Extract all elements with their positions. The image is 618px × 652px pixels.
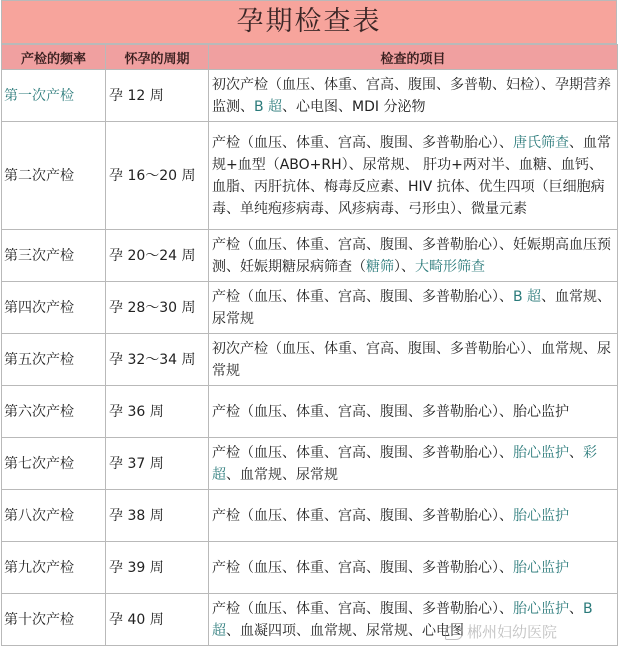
items-cell <box>209 122 618 230</box>
exam-link[interactable]: 大畸形筛查 <box>415 258 485 275</box>
frequency-cell: 第五次产检 <box>2 334 106 386</box>
frequency-cell: 第二次产检 <box>2 122 106 230</box>
period-cell: 孕 39 周 <box>106 542 209 594</box>
items-cell <box>209 334 618 386</box>
period-cell: 孕 38 周 <box>106 490 209 542</box>
exam-text: 、血常规、尿常规 <box>212 288 612 327</box>
table-row <box>2 490 618 542</box>
frequency-cell: 第七次产检 <box>2 438 106 490</box>
exam-link[interactable]: 彩超 <box>212 444 597 483</box>
table-row <box>2 594 618 646</box>
header-period: 怀孕的周期 <box>106 45 209 70</box>
table-row <box>2 386 618 438</box>
exam-text: 初次产检（血压、体重、宫高、腹围、多普勒胎心）、血常规、尿常规 <box>212 340 611 379</box>
items-cell <box>209 438 618 490</box>
exam-link[interactable]: B 超 <box>254 98 283 115</box>
exam-schedule <box>1 0 617 646</box>
watermark-text: 郴州妇幼医院 <box>466 623 557 641</box>
exam-link[interactable]: 胎心监护 <box>513 559 569 576</box>
exam-text: 、心电图、MDI 分泌物 <box>282 98 426 115</box>
table-row <box>2 542 618 594</box>
exam-text: 产检（血压、体重、宫高、腹围、多普勒胎心）、 <box>212 134 513 151</box>
frequency-cell[interactable]: 第一次产检 <box>2 70 106 122</box>
table-body <box>2 70 618 646</box>
exam-text: 、 <box>569 600 583 617</box>
exam-text: 产检（血压、体重、宫高、腹围、多普勒胎心）、 <box>212 559 513 576</box>
exam-text: 、血常规+血型（ABO+RH）、尿常规、 肝功+两对半、血糖、血钙、血脂、丙肝抗体、梅毒反应素、HIV 抗体、优生四项（巨细胞病毒、单纯疱疹病毒、风疹病毒、弓形虫）、微量元素 <box>212 134 611 217</box>
period-cell: 孕 12 周 <box>106 70 209 122</box>
page-title: 孕期检查表 <box>1 0 617 44</box>
table-row <box>2 122 618 230</box>
exam-text: 产检（血压、体重、宫高、腹围、多普勒胎心）、 <box>212 600 513 617</box>
table-row <box>2 334 618 386</box>
exam-link[interactable]: 唐氏筛查 <box>513 134 569 151</box>
exam-text: 产检（血压、体重、宫高、腹围、多普勒胎心）、妊娠期高血压预测、妊娠期糖尿病筛查（ <box>212 236 611 275</box>
period-cell: 孕 40 周 <box>106 594 209 646</box>
exam-link[interactable]: B 超 <box>513 288 542 305</box>
exam-link[interactable]: 胎心监护 <box>513 507 569 524</box>
header-frequency: 产检的频率 <box>2 45 106 70</box>
table-row <box>2 230 618 282</box>
items-cell <box>209 490 618 542</box>
exam-link[interactable]: 胎心监护 <box>513 444 569 461</box>
table-row <box>2 438 618 490</box>
exam-text: ）、 <box>394 258 415 275</box>
items-cell <box>209 230 618 282</box>
exam-text: 初次产检（血压、体重、宫高、腹围、多普勒、妇检）、孕期营养监测、 <box>212 76 611 115</box>
table-row <box>2 282 618 334</box>
period-cell: 孕 37 周 <box>106 438 209 490</box>
header-items: 检查的项目 <box>209 45 618 70</box>
period-cell: 孕 32～34 周 <box>106 334 209 386</box>
period-cell: 孕 20～24 周 <box>106 230 209 282</box>
frequency-cell: 第九次产检 <box>2 542 106 594</box>
period-cell: 孕 36 周 <box>106 386 209 438</box>
frequency-cell: 第三次产检 <box>2 230 106 282</box>
exam-text: 产检（血压、体重、宫高、腹围、多普勒胎心）、 <box>212 507 513 524</box>
exam-text: 产检（血压、体重、宫高、腹围、多普勒胎心）、胎心监护 <box>212 403 569 420</box>
items-cell <box>209 542 618 594</box>
table-header-row <box>2 45 618 70</box>
period-cell: 孕 28～30 周 <box>106 282 209 334</box>
exam-text: 产检（血压、体重、宫高、腹围、多普勒胎心）、 <box>212 288 513 305</box>
exam-table <box>1 44 618 646</box>
items-cell <box>209 386 618 438</box>
frequency-cell: 第十次产检 <box>2 594 106 646</box>
exam-text: 、血凝四项、血常规、尿常规、心电图 <box>226 622 464 639</box>
period-cell: 孕 16～20 周 <box>106 122 209 230</box>
exam-link[interactable]: 胎心监护 <box>513 600 569 617</box>
items-cell <box>209 282 618 334</box>
table-row <box>2 70 618 122</box>
frequency-cell: 第四次产检 <box>2 282 106 334</box>
exam-text: 、 <box>569 444 583 461</box>
exam-text: 、血常规、尿常规 <box>226 466 338 483</box>
items-cell <box>209 594 618 646</box>
frequency-cell: 第八次产检 <box>2 490 106 542</box>
exam-text: 产检（血压、体重、宫高、腹围、多普勒胎心）、 <box>212 444 513 461</box>
exam-link[interactable]: B 超 <box>212 600 593 639</box>
items-cell <box>209 70 618 122</box>
frequency-cell: 第六次产检 <box>2 386 106 438</box>
exam-link[interactable]: 糖筛 <box>366 258 394 275</box>
